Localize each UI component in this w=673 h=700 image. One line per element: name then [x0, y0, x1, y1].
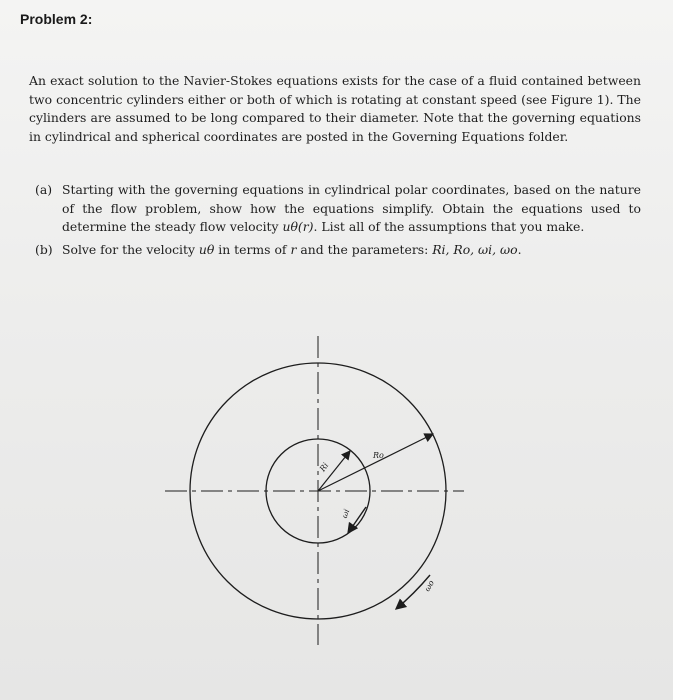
part-b-math-velocity: uθ	[198, 241, 215, 257]
part-b-text-mid2: and the parameters:	[296, 241, 433, 257]
problem-heading: Problem 2:	[20, 11, 93, 27]
part-b-text-mid: in terms of	[214, 241, 291, 257]
part-a-label: (a)	[35, 182, 53, 197]
part-a-text-after: . List all of the assumptions that you make.	[313, 219, 585, 235]
part-a-text-before: Starting with the governing equations in cylindrical polar coordinates, based on the nature of the flow problem, show how the equations simplify. Obtain the equations used to determine the steady flow velocity	[62, 182, 641, 235]
part-a-math: uθ(r)	[282, 219, 314, 235]
part-b-math-params: Ri, Ro, ωi, ωo	[432, 241, 518, 257]
part-b-text-before: Solve for the velocity	[62, 241, 199, 257]
outer-rotation-arrow	[396, 575, 430, 609]
intro-paragraph: An exact solution to the Navier-Stokes equations exists for the case of a fluid contained between two concentric cylinders either or both of which is rotating at constant speed (see Figure 1). The cylinders are assumed to be long compared to their diameter. Note that the governing equations in cylindrical and spherical coordinates are posted in the Governing Equations folder.	[29, 73, 641, 144]
part-b-math-r: r	[290, 241, 297, 257]
part-b-text-after: .	[517, 241, 522, 257]
inner-radius-label: Ri	[318, 461, 331, 474]
inner-omega-label: ωi	[339, 507, 352, 520]
part-b-label: (b)	[35, 241, 53, 257]
outer-omega-label: ωo	[422, 578, 437, 593]
outer-radius-label: Ro	[373, 451, 384, 460]
